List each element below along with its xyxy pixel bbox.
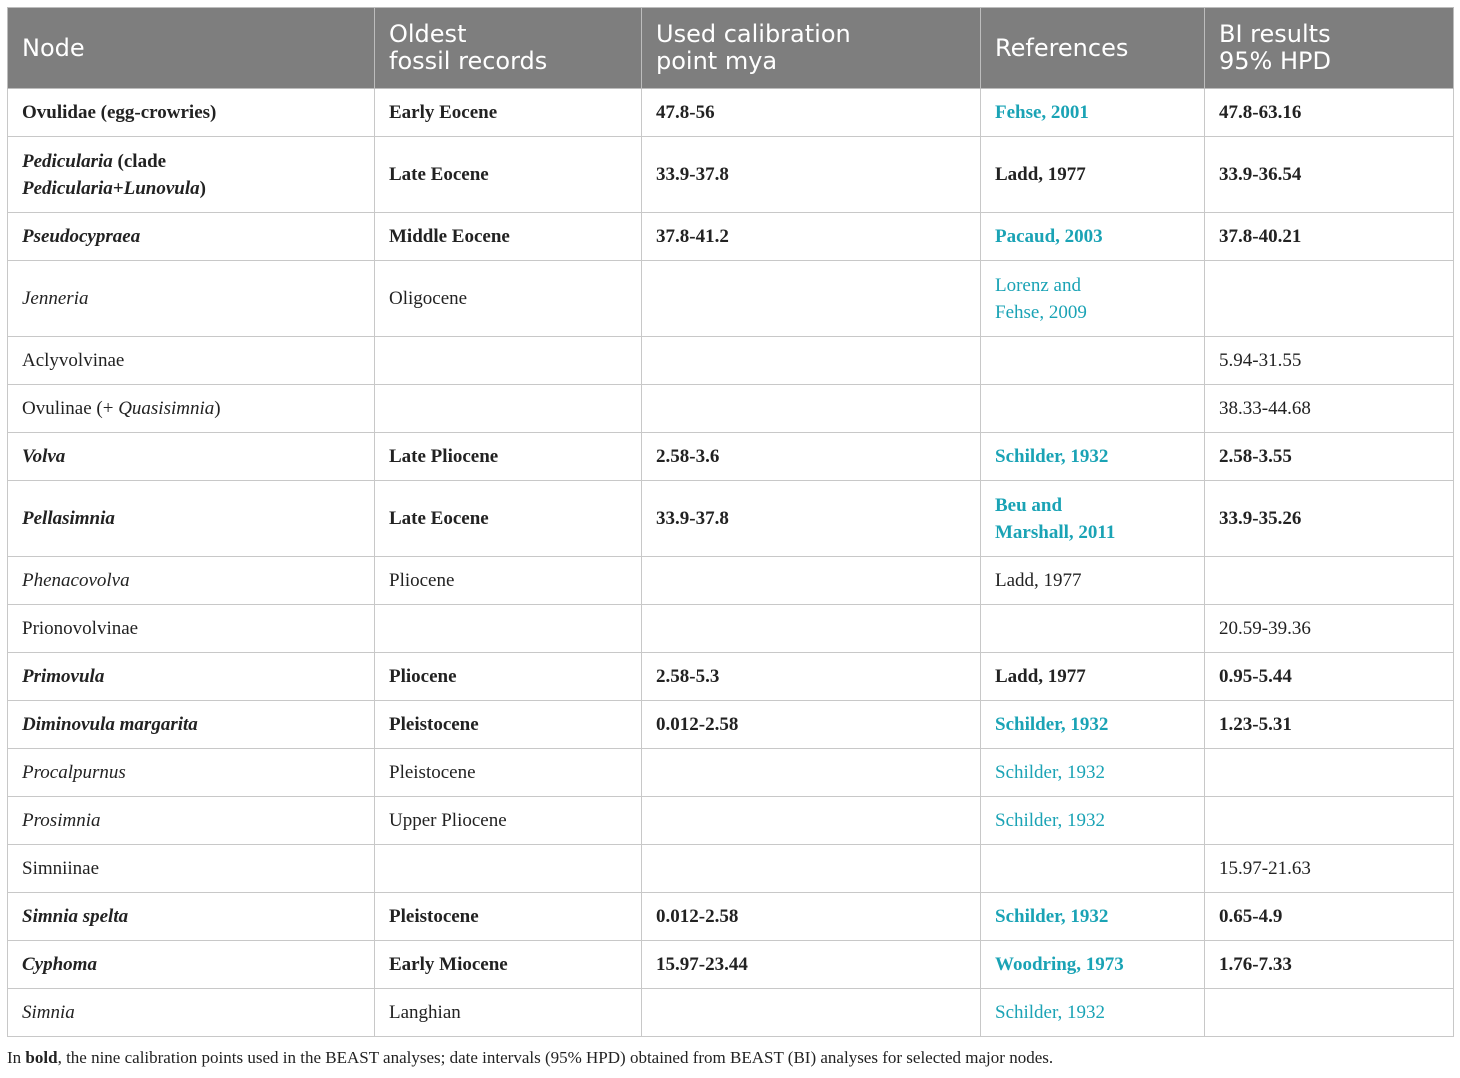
calibration-cell: 33.9-37.8 (642, 137, 981, 213)
calibration-cell: 2.58-3.6 (642, 433, 981, 481)
node-cell (8, 89, 375, 137)
table-row (8, 701, 1454, 749)
calibration-cell (642, 337, 981, 385)
bi-cell: 0.65-4.9 (1205, 893, 1454, 941)
reference-link[interactable]: Schilder, 1932 (995, 906, 1109, 927)
reference-cell (981, 337, 1205, 385)
reference-cell (981, 213, 1205, 261)
bi-cell: 1.76-7.33 (1205, 941, 1454, 989)
calibration-cell: 37.8-41.2 (642, 213, 981, 261)
table-row (8, 605, 1454, 653)
calibration-table (7, 7, 1454, 1037)
node-text: Aclyvolvinae (22, 350, 125, 371)
reference-link[interactable]: Fehse, 2001 (995, 102, 1089, 123)
node-cell (8, 605, 375, 653)
bi-cell: 5.94-31.55 (1205, 337, 1454, 385)
node-text-italic: Pedicularia+Lunovula (22, 177, 200, 199)
footnote-text: , the nine calibration points used in the BEAST analyses; date intervals (95% HPD) obtained from BEAST (BI) analyses for selected major nodes. (57, 1048, 1054, 1067)
fossil-cell (375, 337, 642, 385)
table-footnote (7, 1046, 1453, 1070)
fossil-cell: Upper Pliocene (375, 797, 642, 845)
node-text-italic: Pseudocypraea (22, 226, 141, 247)
node-cell (8, 845, 375, 893)
calibration-cell: 15.97-23.44 (642, 941, 981, 989)
node-text-italic: Procalpurnus (22, 762, 126, 783)
fossil-cell: Pleistocene (375, 749, 642, 797)
reference-cell (981, 89, 1205, 137)
reference-cell (981, 989, 1205, 1037)
reference-link[interactable]: Lorenz and Fehse, 2009 (995, 274, 1087, 323)
bi-cell: 1.23-5.31 (1205, 701, 1454, 749)
table-row (8, 893, 1454, 941)
table-row (8, 337, 1454, 385)
header-row (8, 8, 1454, 89)
bi-cell: 20.59-39.36 (1205, 605, 1454, 653)
bi-cell: 38.33-44.68 (1205, 385, 1454, 433)
node-cell (8, 385, 375, 433)
header-oldest-fossil-records: Oldest fossil records (375, 8, 642, 89)
bi-cell: 47.8-63.16 (1205, 89, 1454, 137)
calibration-cell: 33.9-37.8 (642, 481, 981, 557)
node-text: ) (214, 398, 221, 419)
reference-cell (981, 385, 1205, 433)
reference-link[interactable]: Woodring, 1973 (995, 954, 1124, 975)
node-cell (8, 989, 375, 1037)
reference-cell (981, 261, 1205, 337)
node-text-italic: Pellasimnia (22, 508, 115, 529)
table-row (8, 261, 1454, 337)
node-text-italic: Pedicularia (22, 150, 113, 172)
bi-cell: 33.9-36.54 (1205, 137, 1454, 213)
node-cell (8, 261, 375, 337)
node-cell (8, 213, 375, 261)
node-text-italic: Phenacovolva (22, 570, 130, 591)
node-cell (8, 941, 375, 989)
reference-link[interactable]: Schilder, 1932 (995, 714, 1109, 735)
fossil-cell: Middle Eocene (375, 213, 642, 261)
node-text: Ovulinae (+ (22, 398, 119, 419)
fossil-cell (375, 605, 642, 653)
calibration-cell: 0.012-2.58 (642, 701, 981, 749)
table-row (8, 481, 1454, 557)
node-text-italic: Simnia (22, 1002, 75, 1023)
node-cell (8, 653, 375, 701)
fossil-cell (375, 845, 642, 893)
reference-cell (981, 481, 1205, 557)
bi-cell (1205, 557, 1454, 605)
reference-cell (981, 433, 1205, 481)
fossil-cell: Late Pliocene (375, 433, 642, 481)
bi-cell: 0.95-5.44 (1205, 653, 1454, 701)
fossil-cell: Pleistocene (375, 701, 642, 749)
reference-link[interactable]: Schilder, 1932 (995, 810, 1106, 831)
header-node: Node (8, 8, 375, 89)
node-cell (8, 557, 375, 605)
fossil-cell: Pleistocene (375, 893, 642, 941)
calibration-cell (642, 989, 981, 1037)
reference-link[interactable]: Beu and Marshall, 2011 (995, 494, 1116, 543)
node-cell (8, 749, 375, 797)
node-text: Ovulidae (egg-crowries) (22, 102, 217, 123)
reference-cell (981, 653, 1205, 701)
node-text: ) (199, 177, 206, 199)
reference-link[interactable]: Schilder, 1932 (995, 762, 1106, 783)
fossil-cell: Pliocene (375, 653, 642, 701)
fossil-cell: Late Eocene (375, 481, 642, 557)
reference-cell (981, 749, 1205, 797)
bi-cell (1205, 261, 1454, 337)
table-row (8, 845, 1454, 893)
bi-cell (1205, 989, 1454, 1037)
node-text-italic: Simnia spelta (22, 906, 129, 927)
fossil-cell: Early Eocene (375, 89, 642, 137)
header-bi-results: BI results 95% HPD (1205, 8, 1454, 89)
table-container (7, 7, 1453, 1037)
reference-cell (981, 137, 1205, 213)
node-text-italic: Volva (22, 446, 66, 467)
calibration-cell: 47.8-56 (642, 89, 981, 137)
bi-cell: 33.9-35.26 (1205, 481, 1454, 557)
node-cell (8, 433, 375, 481)
table-row (8, 989, 1454, 1037)
calibration-cell: 0.012-2.58 (642, 893, 981, 941)
bi-cell: 37.8-40.21 (1205, 213, 1454, 261)
table-row (8, 653, 1454, 701)
calibration-cell (642, 261, 981, 337)
calibration-cell (642, 385, 981, 433)
reference-cell (981, 941, 1205, 989)
reference-cell (981, 845, 1205, 893)
reference-link[interactable]: Pacaud, 2003 (995, 226, 1103, 247)
node-cell (8, 481, 375, 557)
header-calibration-point: Used calibration point mya (642, 8, 981, 89)
footnote-prefix: In (7, 1048, 26, 1067)
table-row (8, 385, 1454, 433)
reference-link[interactable]: Schilder, 1932 (995, 446, 1109, 467)
reference-cell (981, 893, 1205, 941)
calibration-cell (642, 605, 981, 653)
table-row (8, 557, 1454, 605)
calibration-cell (642, 845, 981, 893)
table-row (8, 213, 1454, 261)
reference-text: Ladd, 1977 (995, 570, 1082, 591)
bi-cell: 2.58-3.55 (1205, 433, 1454, 481)
reference-link[interactable]: Schilder, 1932 (995, 1002, 1106, 1023)
node-text-italic: Diminovula margarita (22, 714, 198, 735)
fossil-cell: Late Eocene (375, 137, 642, 213)
footnote-bold-word: bold (25, 1048, 58, 1067)
node-text: Prionovolvinae (22, 618, 139, 639)
reference-cell (981, 605, 1205, 653)
node-cell (8, 893, 375, 941)
bi-cell (1205, 797, 1454, 845)
calibration-cell (642, 749, 981, 797)
table-row (8, 941, 1454, 989)
node-cell (8, 337, 375, 385)
node-cell (8, 701, 375, 749)
node-text-italic: Prosimnia (22, 810, 101, 831)
table-row (8, 749, 1454, 797)
calibration-cell (642, 797, 981, 845)
node-text-italic: Jenneria (22, 288, 89, 309)
node-cell (8, 137, 375, 213)
node-text: (clade (112, 150, 167, 172)
reference-text: Ladd, 1977 (995, 164, 1086, 185)
bi-cell: 15.97-21.63 (1205, 845, 1454, 893)
calibration-cell: 2.58-5.3 (642, 653, 981, 701)
table-row (8, 797, 1454, 845)
node-text: Simniinae (22, 858, 100, 879)
table-row (8, 137, 1454, 213)
fossil-cell (375, 385, 642, 433)
fossil-cell: Oligocene (375, 261, 642, 337)
node-text-italic: Primovula (22, 666, 105, 687)
fossil-cell: Early Miocene (375, 941, 642, 989)
table-row (8, 89, 1454, 137)
node-cell (8, 797, 375, 845)
header-references: References (981, 8, 1205, 89)
reference-text: Ladd, 1977 (995, 666, 1086, 687)
reference-cell (981, 557, 1205, 605)
reference-cell (981, 701, 1205, 749)
reference-cell (981, 797, 1205, 845)
node-text-italic: Quasisimnia (118, 398, 215, 419)
calibration-cell (642, 557, 981, 605)
node-text-italic: Cyphoma (22, 954, 97, 975)
fossil-cell: Langhian (375, 989, 642, 1037)
bi-cell (1205, 749, 1454, 797)
table-row (8, 433, 1454, 481)
fossil-cell: Pliocene (375, 557, 642, 605)
